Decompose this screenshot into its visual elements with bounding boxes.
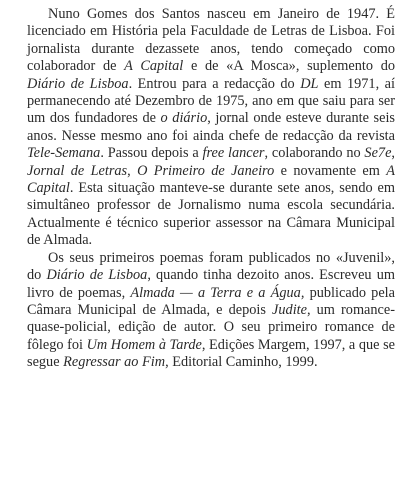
biography-paragraph-2 (27, 250, 395, 372)
italic-title-text: A Capital (27, 162, 395, 197)
italic-title-text: Judite (272, 301, 307, 318)
body-text: Nuno Gomes dos Santos nasceu em Janeiro de 1947. É licenciado em História pela Faculdade de Letras de Lisboa. Foi jornalista durante dezassete anos, tendo começado como colaborador de (27, 6, 395, 75)
italic-title-text: Regressar ao Fim (63, 354, 166, 371)
body-text: . Passou depois a (100, 145, 203, 162)
italic-title-text: Diário de Lisboa (46, 267, 148, 284)
body-text: . Esta situação manteve-se durante sete anos, sendo em simultâneo professor de Jornalismo numa escola secundária. Actualmente é técnico superior assessor na Câmara Municipal de Almada. (27, 180, 395, 249)
italic-title-text: Almada — a Terra e a Água, (130, 284, 305, 301)
body-text: e de «A Mosca», suplemento do (183, 58, 395, 75)
italic-title-text: Tele-Semana (27, 145, 101, 162)
body-text: e novamente em (274, 162, 387, 179)
italic-title-text: DL (300, 75, 319, 92)
body-text: em 1971, aí permanecendo até Dezembro de 1975, ano em que saiu para ser um dos fundadores de (27, 75, 395, 127)
italic-title-text: o diário (160, 110, 208, 127)
body-text: , Edições Margem, 1997, a que se segue (27, 336, 395, 371)
italic-title-text: Jornal de Letras (27, 162, 128, 179)
body-text: , jornal onde esteve durante seis anos. Nesse mesmo ano foi ainda chefe de redacção da revista (27, 110, 395, 144)
body-text: , (391, 145, 395, 162)
italic-title-text: Se7e (364, 145, 392, 162)
body-text: , colaborando no (264, 145, 365, 162)
body-text: . Entrou para a redacção do (128, 75, 301, 92)
body-text: , (127, 162, 138, 179)
body-text: , um romance-quase-policial, edição de autor. O seu primeiro romance de fôlego foi (27, 301, 396, 353)
italic-title-text: Um Homem à Tarde (86, 336, 202, 353)
italic-title-text: O Primeiro de Janeiro (137, 162, 275, 179)
biography-text (27, 6, 395, 372)
italic-title-text: free lancer (202, 145, 265, 162)
body-text: , Editorial Caminho, 1999. (165, 354, 318, 371)
body-text: Os seus primeiros poemas foram publicados no «Juvenil», do (27, 249, 395, 284)
italic-title-text: A Capital (124, 58, 184, 75)
body-text: , quando tinha dezoito anos. Escreveu um livro de poemas, (27, 267, 395, 301)
body-text: publicado pela Câmara Municipal de Almada, e depois (27, 284, 395, 318)
italic-title-text: Diário de Lisboa (27, 75, 129, 92)
biography-paragraph-1 (27, 6, 395, 250)
